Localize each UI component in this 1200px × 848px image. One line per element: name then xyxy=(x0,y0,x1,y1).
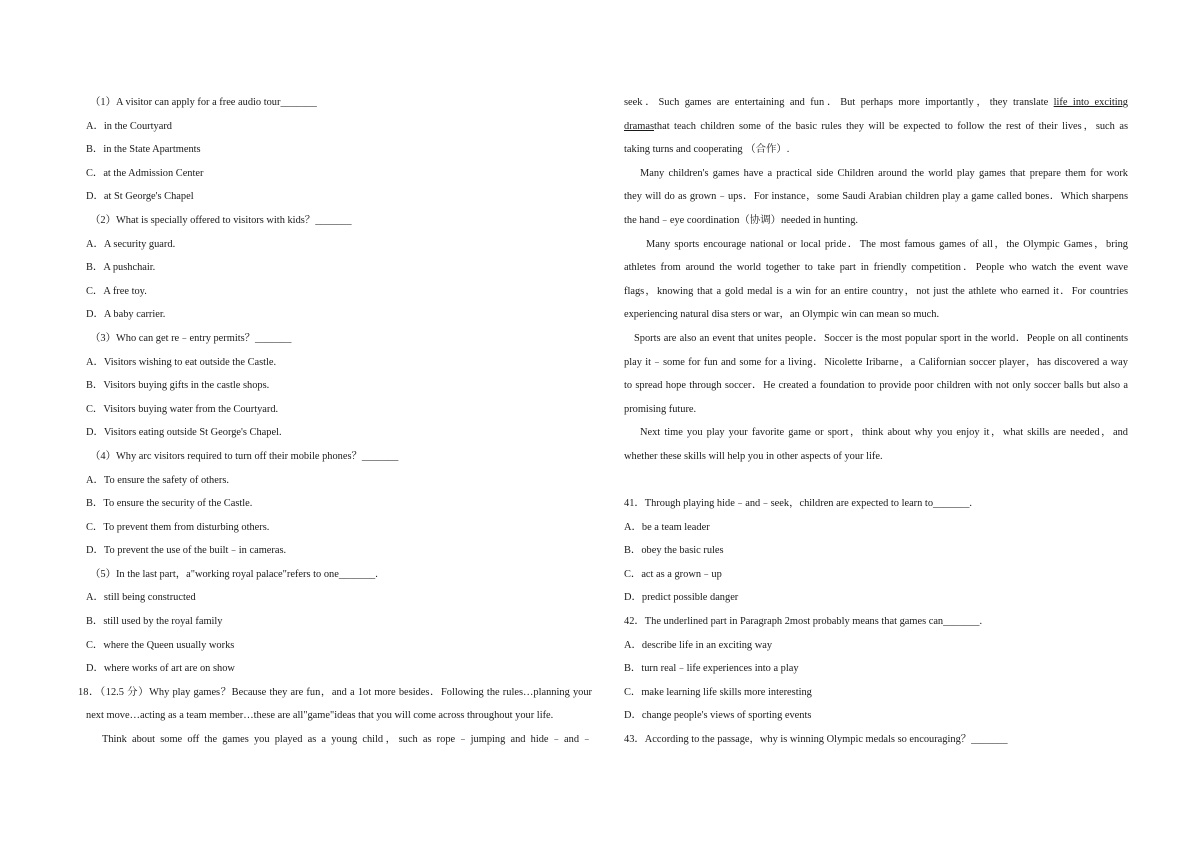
q41-option-c: C．act as a grown﹣up xyxy=(624,568,722,580)
right-column xyxy=(624,91,1128,752)
passage-para-1-line-1: Think about some off the games you played as a young child，such as rope﹣jumping and hide﹣and﹣ xyxy=(102,734,592,746)
q42-option-d: D．change people's views of sporting events xyxy=(624,710,812,722)
q5-option-c: C．where the Queen usually works xyxy=(86,639,235,651)
underlined-phrase: life into exciting xyxy=(1053,97,1128,108)
question-4-stem: （4）Why arc visitors required to turn off their mobile phones？_______ xyxy=(90,450,399,462)
passage-para-5-line-1: Next time you play your favorite game or sport，think about why you enjoy it，what skills are needed，and xyxy=(640,427,1128,439)
q2-option-d: D．A baby carrier. xyxy=(86,309,166,321)
q1-option-d: D．at St George's Chapel xyxy=(86,191,194,203)
q1-option-a: A．in the Courtyard xyxy=(86,120,172,132)
passage-para-1-line-3 xyxy=(624,115,1128,139)
q42-option-c: C．make learning life skills more interesting xyxy=(624,686,812,698)
section-18-intro-line-2: next move…acting as a team member…these are all"game"ideas that you will come across throughout your life. xyxy=(86,710,554,722)
passage-para-3-line-2: athletes from around the world together to take part in friendly competition．People who watch the event wave xyxy=(624,262,1128,274)
q1-option-c: C．at the Admission Center xyxy=(86,167,204,179)
passage-para-3-line-3: flags，knowing that a gold medal is a win for an entire country，not just the athlete who earned it．For countries xyxy=(624,285,1128,297)
passage-para-3-line-4: experiencing natural disa sters or war，an Olympic win can mean so much. xyxy=(624,309,940,321)
q4-option-a: A．To ensure the safety of others. xyxy=(86,474,229,486)
passage-para-3-line-1: Many sports encourage national or local pride．The most famous games of all，the Olympic Games，bring xyxy=(646,238,1128,250)
passage-para-2-line-2: they will do as grown﹣ups．For instance，some Saudi Arabian children play a game called bones．Which sharpens xyxy=(624,191,1128,203)
question-1-stem: （1）A visitor can apply for a free audio tour_______ xyxy=(90,97,317,108)
question-3-stem: （3）Who can get re﹣entry permits？_______ xyxy=(90,332,292,344)
q4-option-d: D．To prevent the use of the built﹣in cameras. xyxy=(86,545,287,557)
q3-option-b: B．Visitors buying gifts in the castle shops. xyxy=(86,380,270,392)
q41-option-a: A．be a team leader xyxy=(624,521,710,533)
q5-option-b: B．still used by the royal family xyxy=(86,616,223,628)
passage-para-5-line-2: whether these skills will help you in other aspects of your life. xyxy=(624,450,883,462)
q4-option-b: B．To ensure the security of the Castle. xyxy=(86,498,253,510)
question-5-stem: （5）In the last part，a"working royal palace"refers to one_______. xyxy=(90,568,378,580)
q3-option-a: A．Visitors wishing to eat outside the Castle. xyxy=(86,356,277,368)
passage-para-4-line-2: play it﹣some for fun and some for a living．Nicolette Iribarne，a Californian soccer player，has discovered a way xyxy=(624,356,1128,368)
question-41-stem: 41．Through playing hide﹣and﹣seek，children are expected to learn to_______. xyxy=(624,498,972,510)
q42-option-a: A．describe life in an exciting way xyxy=(624,639,773,651)
question-2-stem: （2）What is specially offered to visitors with kids？_______ xyxy=(90,214,352,226)
q41-option-b: B．obey the basic rules xyxy=(624,545,724,557)
passage-para-4-line-4: promising future. xyxy=(624,403,697,415)
q41-option-d: D．predict possible danger xyxy=(624,592,739,604)
passage-para-1-line-4: taking turns and cooperating （合作）. xyxy=(624,144,790,156)
left-column xyxy=(78,91,592,752)
underlined-phrase-end: dramas xyxy=(624,120,655,132)
question-42-stem: 42．The underlined part in Paragraph 2most probably means that games can_______. xyxy=(624,616,983,628)
passage-text: that teach children some of the basic rules they will be expected to follow the rest of their lives，such as xyxy=(654,120,1128,132)
passage-para-2-line-1: Many children's games have a practical side Children around the world play games that prepare them for work xyxy=(640,167,1128,179)
passage-para-4-line-3: to spread hope through soccer．He created a foundation to provide poor children with not only soccer balls but also a xyxy=(624,380,1128,392)
passage-para-2-line-3: the hand﹣eye coordination（协调）needed in hunting. xyxy=(624,214,859,226)
q2-option-a: A．A security guard. xyxy=(86,238,176,250)
q5-option-a: A．still being constructed xyxy=(86,592,196,604)
passage-para-4-line-1: Sports are also an event that unites people．Soccer is the most popular sport in the world．People on all continents xyxy=(634,332,1128,344)
q2-option-b: B．A pushchair. xyxy=(86,262,156,274)
q4-option-c: C．To prevent them from disturbing others. xyxy=(86,521,270,533)
q42-option-b: B．turn real﹣life experiences into a play xyxy=(624,663,799,675)
q5-option-d: D．where works of art are on show xyxy=(86,663,235,675)
blank-line xyxy=(624,469,1128,493)
section-18-intro-line-1: 18．（12.5 分）Why play games？Because they are fun，and a 1ot more besides．Following the rules…planning your xyxy=(78,686,592,698)
q1-option-b: B．in the State Apartments xyxy=(86,144,201,156)
passage-text: seek．Such games are entertaining and fun．But perhaps more importantly，they translate xyxy=(624,97,1049,108)
q2-option-c: C．A free toy. xyxy=(86,285,147,297)
question-43-stem: 43．According to the passage，why is winning Olympic medals so encouraging？_______ xyxy=(624,734,1008,746)
q3-option-c: C．Visitors buying water from the Courtyard. xyxy=(86,403,279,415)
q3-option-d: D．Visitors eating outside St George's Chapel. xyxy=(86,427,282,439)
passage-para-1-line-2 xyxy=(624,91,1128,115)
